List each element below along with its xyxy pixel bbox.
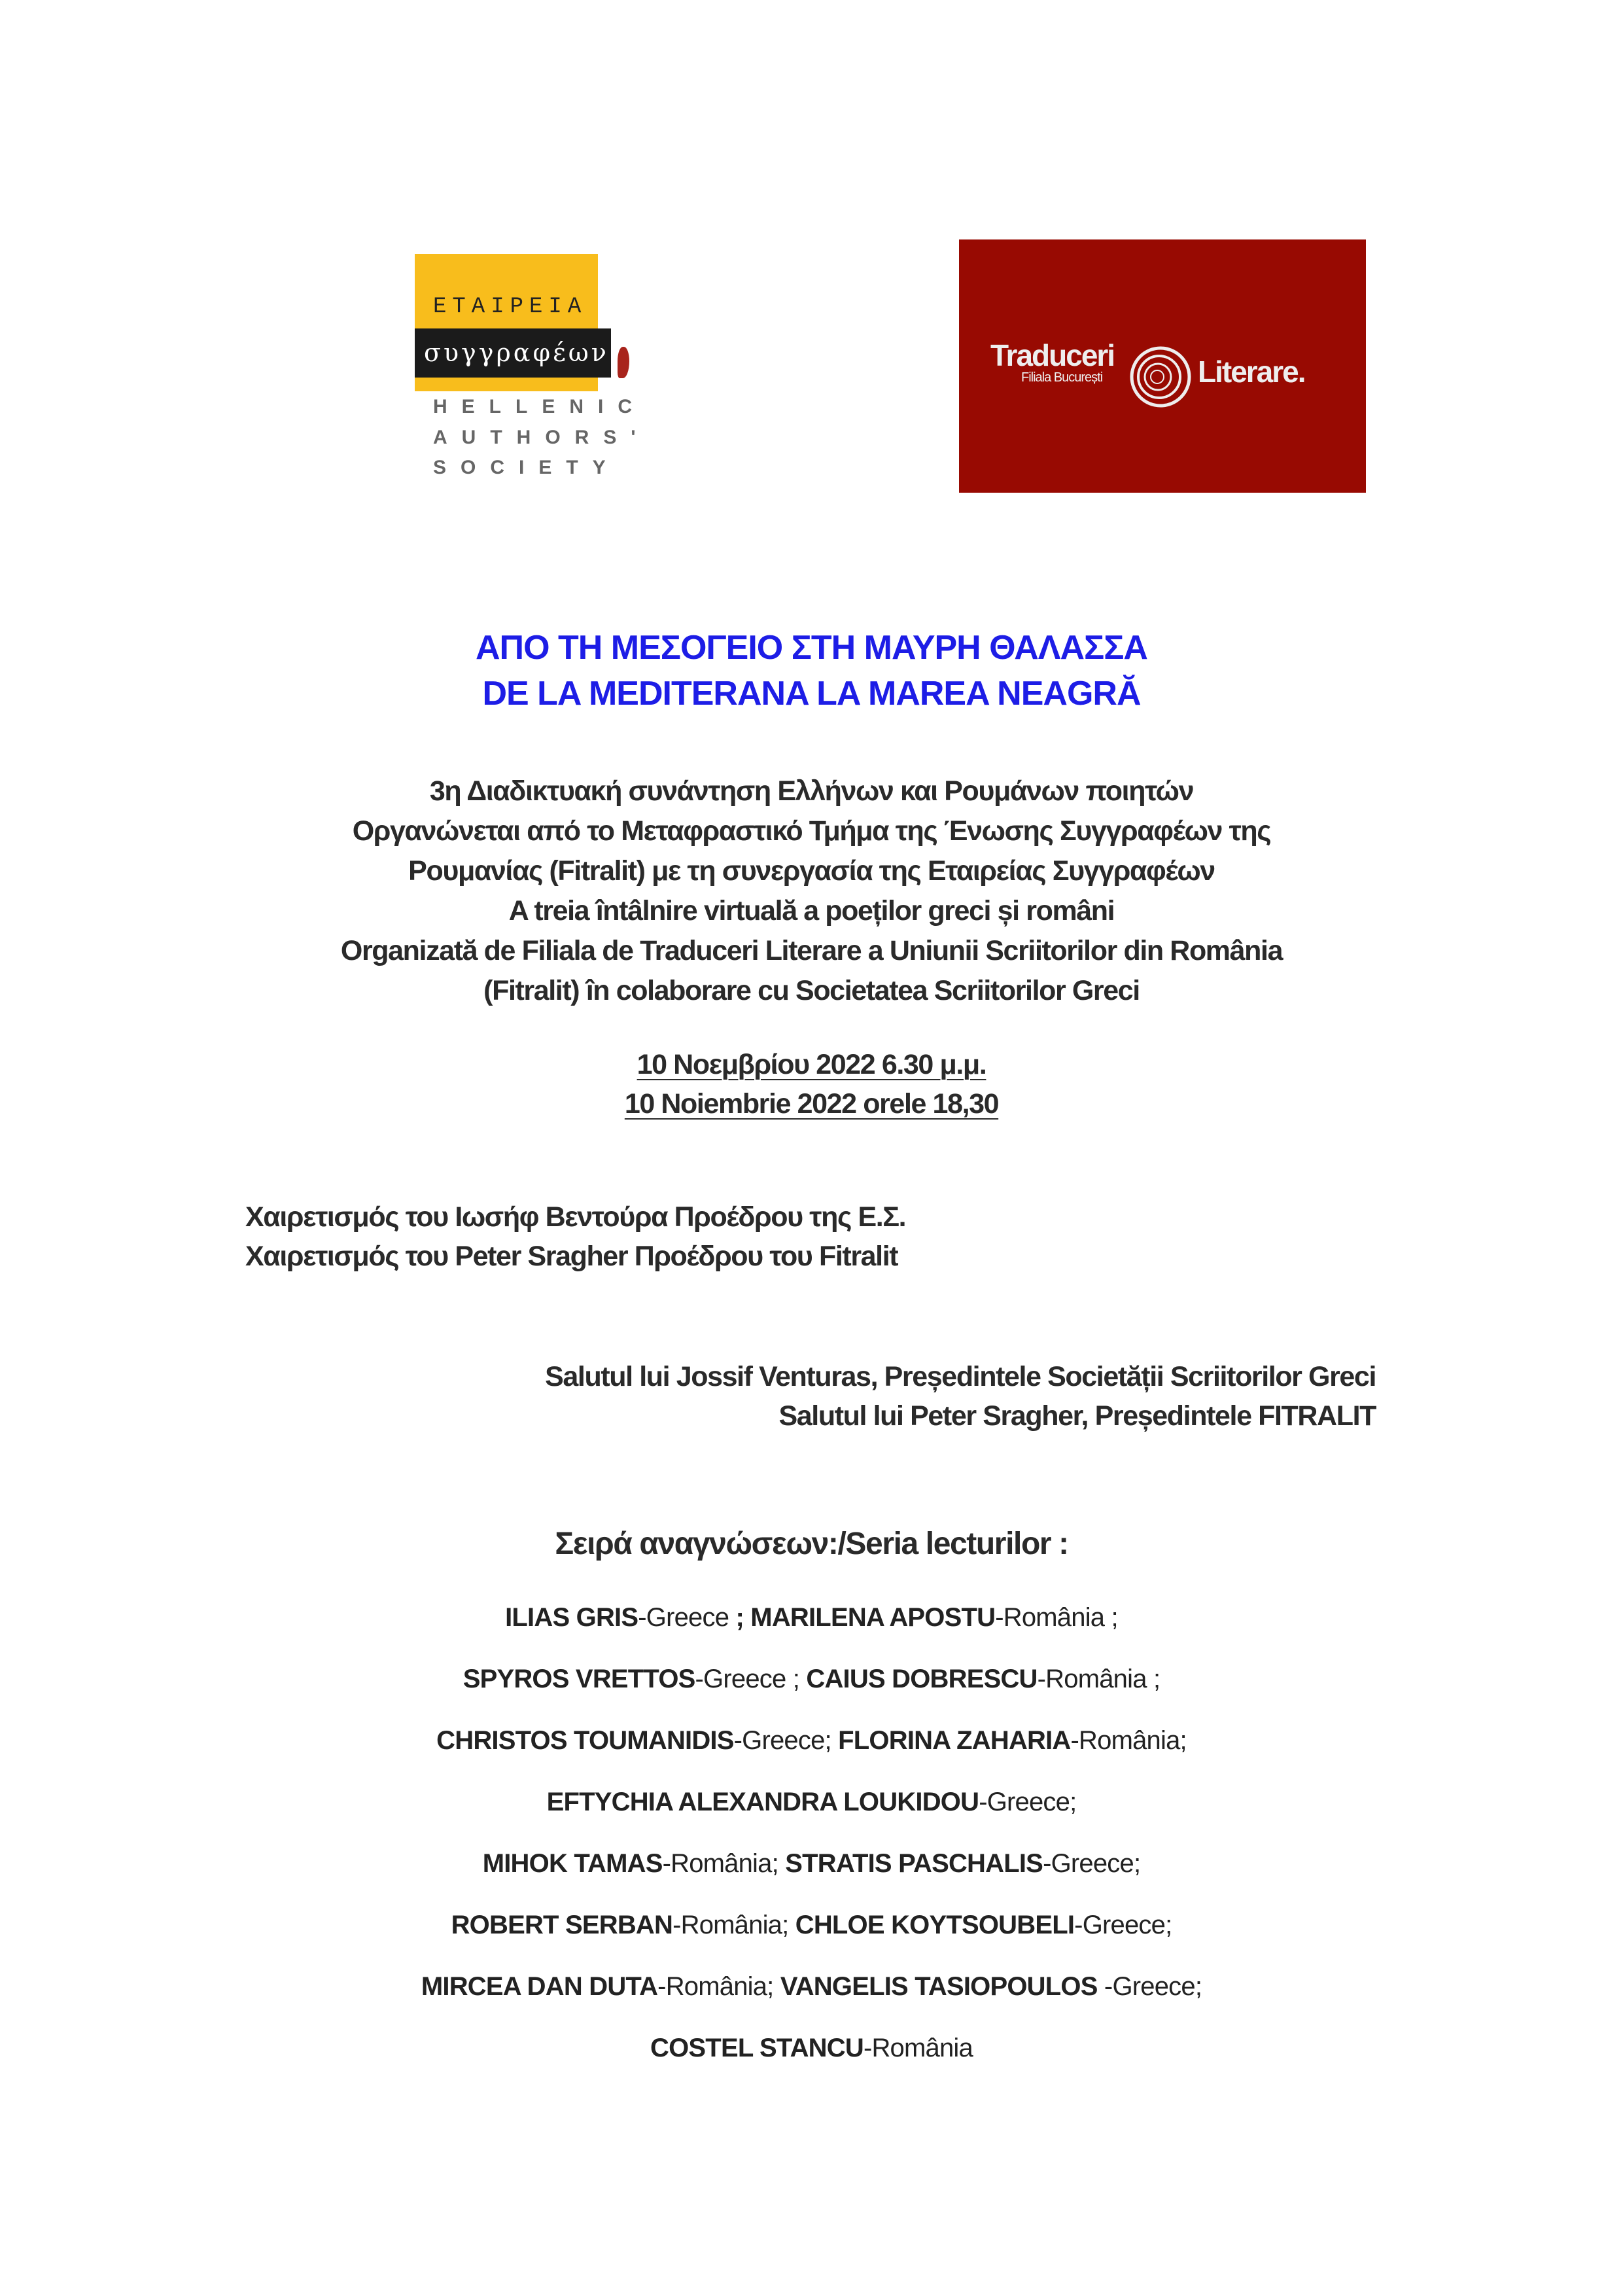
reader-country: -România ;	[1037, 1665, 1161, 1693]
reader-name: MIHOK TAMAS	[482, 1849, 663, 1878]
description-line: 3η Διαδικτυακή συνάντηση Ελλήνων και Ρουμάνων ποιητών	[429, 775, 1194, 807]
description-line: Organizată de Filiala de Traduceri Literare a Uniunii Scriitorilor din România	[340, 935, 1283, 966]
reader-line	[0, 2034, 1623, 2063]
greeting-romanian: Salutul lui Peter Sragher, Președintele FITRALIT	[778, 1400, 1376, 1432]
greeting-romanian: Salutul lui Jossif Venturas, Președintele Societății Scriitorilor Greci	[545, 1361, 1376, 1392]
reader-country: -România;	[657, 1972, 780, 2001]
logo-text: AUTHORS'	[433, 427, 650, 448]
reader-name: ; MARILENA APOSTU	[735, 1603, 996, 1632]
reader-country: -Greece	[638, 1603, 736, 1632]
readers-heading: Σειρά αναγνώσεων:/Seria lecturilor :	[555, 1527, 1068, 1561]
reader-name: SPYROS VRETTOS	[462, 1665, 695, 1693]
reader-country: -Greece;	[1074, 1911, 1172, 1939]
logo-text: Filiala București	[1021, 370, 1103, 385]
reader-name: FLORINA ZAHARIA	[838, 1726, 1071, 1755]
reader-name: CHLOE KOYTSOUBELI	[795, 1911, 1075, 1939]
reader-name: EFTYCHIA ALEXANDRA LOUKIDOU	[546, 1788, 979, 1816]
date-greek-text: 10 Νοεμβρίου 2022 6.30 μ.μ.	[637, 1049, 986, 1080]
reader-country: -România;	[672, 1911, 795, 1939]
hellenic-authors-society-logo	[413, 249, 649, 484]
logo-comma-mark	[618, 347, 629, 378]
traduceri-literare-logo	[959, 239, 1366, 493]
reader-name: CAIUS DOBRESCU	[806, 1665, 1038, 1693]
title-romanian: DE LA MEDITERANA LA MAREA NEAGRĂ	[482, 675, 1141, 713]
reader-line	[0, 1849, 1623, 1879]
reader-line	[0, 1726, 1623, 1756]
description-line: A treia întâlnire virtuală a poeților greci și români	[508, 895, 1115, 927]
reader-line	[0, 1603, 1623, 1633]
reader-line	[0, 1972, 1623, 2002]
logo-text: συγγραφέων	[415, 328, 611, 378]
description-line: Ρουμανίας (Fitralit) με τη συνεργασία της Εταιρείας Συγγραφέων	[408, 855, 1215, 887]
logo-text: SOCIETY	[433, 457, 620, 478]
reader-name: MIRCEA DAN DUTA	[421, 1972, 658, 2001]
reader-line	[0, 1911, 1623, 1940]
reader-country: -România ;	[995, 1603, 1118, 1632]
reader-country: -Greece;	[733, 1726, 839, 1755]
reader-country: -România;	[1070, 1726, 1187, 1755]
reader-line	[0, 1788, 1623, 1817]
reader-name: VANGELIS TASIOPOULOS	[780, 1972, 1098, 2001]
reader-name: STRATIS PASCHALIS	[785, 1849, 1043, 1878]
greeting-greek: Χαιρετισμός του Peter Sragher Προέδρου του Fitralit	[245, 1241, 898, 1272]
reader-country: -România;	[662, 1849, 786, 1878]
reader-name: ROBERT SERBAN	[451, 1911, 673, 1939]
date-romanian-text: 10 Noiembrie 2022 orele 18,30	[624, 1088, 999, 1120]
reader-country: -Greece ;	[695, 1665, 807, 1693]
date-romanian	[0, 1088, 1623, 1120]
reader-country: -România	[863, 2034, 973, 2062]
reader-country: -Greece;	[979, 1788, 1077, 1816]
reader-name: CHRISTOS TOUMANIDIS	[436, 1726, 734, 1755]
title-greek: ΑΠΟ ΤΗ ΜΕΣΟΓΕΙΟ ΣΤΗ ΜΑΥΡΗ ΘΑΛΑΣΣΑ	[476, 629, 1147, 667]
logo-text: Literare.	[1198, 355, 1305, 389]
greeting-greek: Χαιρετισμός του Ιωσήφ Βεντούρα Προέδρου της Ε.Σ.	[245, 1201, 906, 1233]
logo-text: ΕΤΑΙΡΕΙΑ	[433, 294, 587, 319]
reader-country: -Greece;	[1043, 1849, 1141, 1878]
spiral-icon	[1128, 344, 1193, 410]
logo-text: HELLENIC	[433, 396, 646, 417]
description-line: (Fitralit) în colaborare cu Societatea Scriitorilor Greci	[483, 975, 1140, 1006]
reader-line	[0, 1665, 1623, 1694]
reader-country: -Greece;	[1097, 1972, 1202, 2001]
description-line: Οργανώνεται από το Μεταφραστικό Τμήμα της Ένωσης Συγγραφέων της	[352, 815, 1271, 847]
logo-text: Traduceri	[990, 338, 1115, 372]
reader-name: ILIAS GRIS	[505, 1603, 638, 1632]
reader-name: COSTEL STANCU	[650, 2034, 864, 2062]
date-greek	[0, 1049, 1623, 1081]
